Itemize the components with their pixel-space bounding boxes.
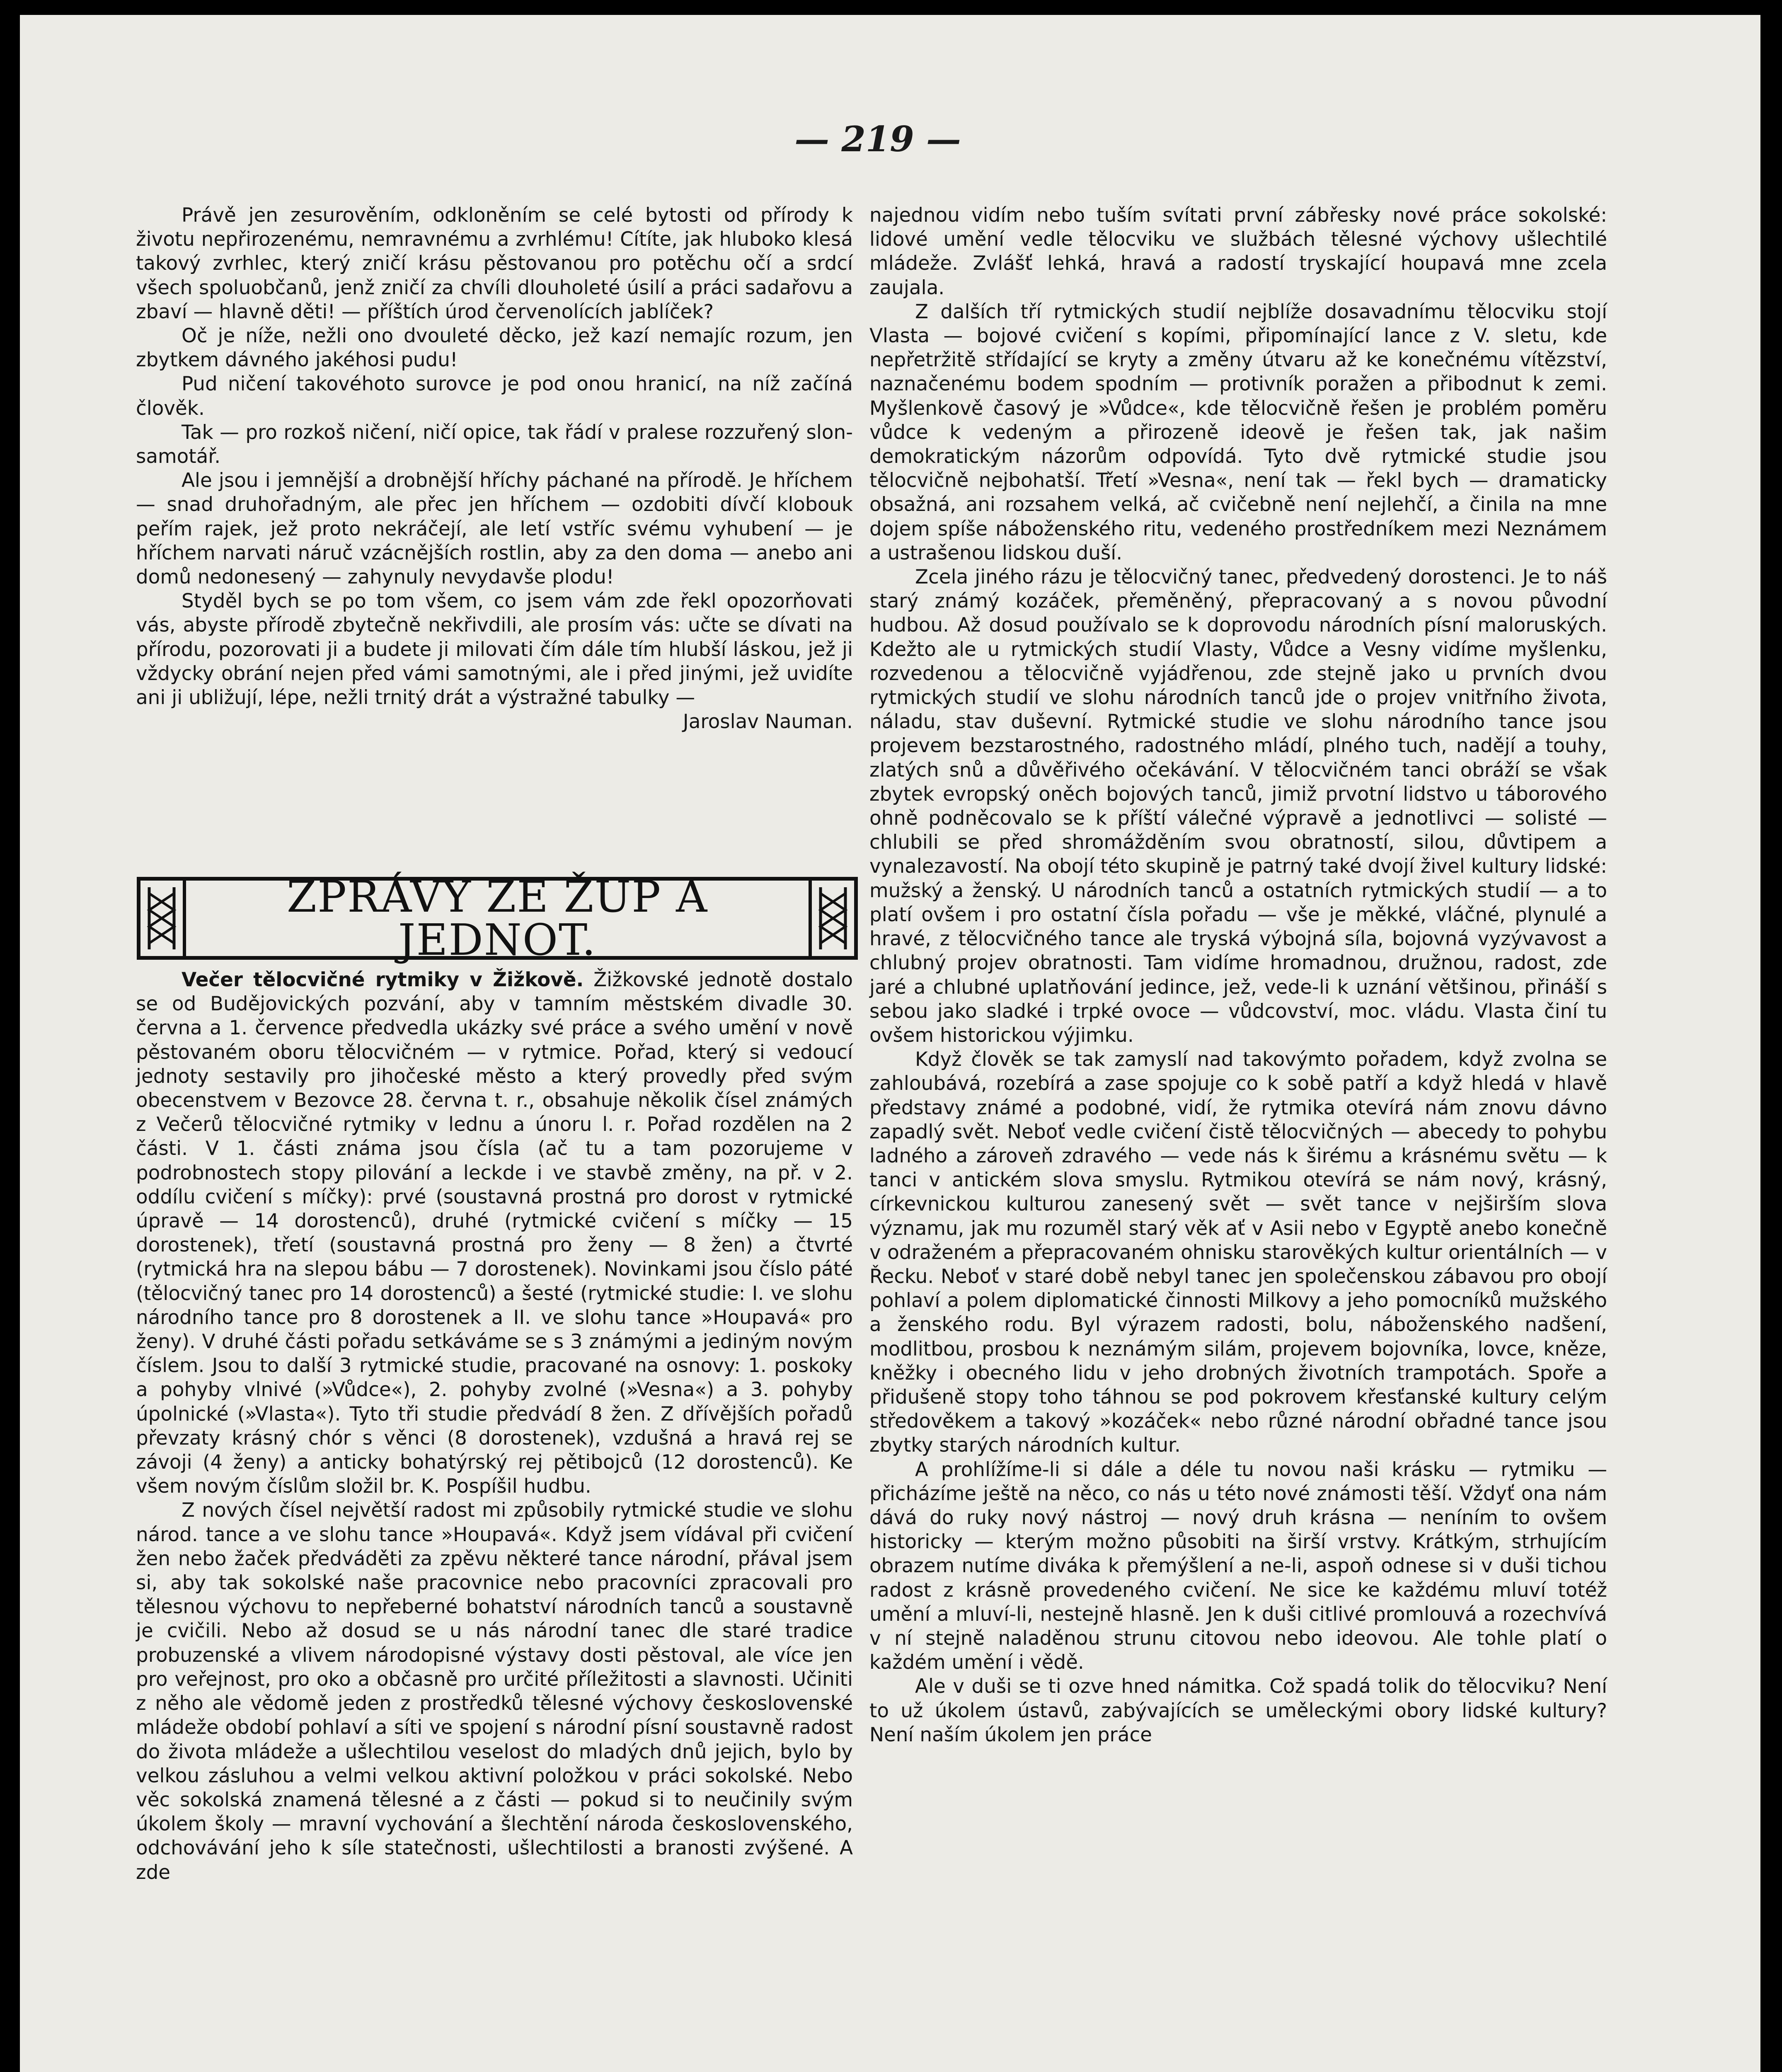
paragraph-text: Žižkovské jednotě dostalo se od Budějovických pozvání, aby v tamním městském divadle 30. června a 1. července předvedla ukázky své práce a svého umění v nově pěstovaném oboru tělocvičném — v rytmice. Pořad, který si vedoucí jednoty sestavily pro jihočeské město a který provedly před svým obecenstvem v Bezovce 28. června t. r., obsahuje několik čísel známých z Večerů tělocvičné rytmiky v lednu a únoru l. r. Pořad rozdělen na 2 části. V 1. části známa jsou čísla (ač tu a tam pozorujeme v podrobnostech stopy pilování a leckde i ve stavbě změny, na př. v 2. oddílu cvičení s míčky): prvé (soustavná prostná pro dorost v rytmické úpravě — 14 dorostenců), druhé (rytmické cvičení s míčky — 15 dorostenek), třetí (soustavná prostná pro ženy — 8 žen) a čtvrté (rytmická hra na slepou bábu — 7 dorostenek). Novinkami jsou číslo páté (tělocvičný tanec pro 14 dorostenců) a šesté (rytmické studie: I. ve slohu národního tance pro 8 dorostenek a II. ve slohu tance »Houpavá« pro ženy). V druhé části pořadu setkáváme se s 3 známými a jediným novým číslem. Jsou to další 3 rytmické studie, pracované na osnovy: 1. poskoky a pohyby vlnivé (»Vůdce«), 2. pohyby zvolné (»Vesna«) a 3. pohyby úpolnické (»Vlasta«). Tyto tři studie předvádí 8 žen. Z dřívějších pořadů převzaty krásný chór s věnci (8 dorostenek), vzdušná a hravá rej se závoji (4 ženy) a anticky bohatýrský rej pětibojců (12 dorostenců). Ke všem novým číslům složil br. K. Pospíšil hudbu.	[136, 969, 853, 1498]
paragraph: Ale jsou i jemnější a drobnější hříchy páchané na přírodě. Je hříchem — snad druhořadným, ale přec jen hříchem — ozdobiti dívčí klobouk peřím rajek, jež proto nekráčejí, ale letí vstříc svému vyhubení — je hříchem narvati náruč vzácnějších rostlin, aby za den doma — anebo ani domů nedonesený — zahynuly nevydavše plodu!	[136, 470, 853, 589]
paragraph: Styděl bych se po tom všem, co jsem vám zde řekl opozorňovati vás, abyste přírodě zbytečně nekřivdili, ale prosím vás: učte se dívati na přírodu, pozorovati ji a budete ji milovati čím dále tím hlubší láskou, jež ji vždycky obrání nejen před vámi samotnými, ale i před jinými, jež uvidíte ani ji ubližují, lépe, nežli trnitý drát a výstražné tabulky —	[136, 590, 853, 709]
paragraph: Z nových čísel největší radost mi způsobily rytmické studie ve slohu národ. tance a ve slohu tance »Houpavá«. Když jsem vídával při cvičení žen nebo žaček předváděti za zpěvu některé tance národní, přával jsem si, aby tak sokolské naše pracovnice nebo pracovníci zpracovali pro tělesnou výchovu to nepřeberné bohatství národních tanců a soustavně je cvičili. Nebo až dosud se u nás národní tanec dle staré tradice probuzenské a vlivem národopisné výstavy dosti pěstoval, ale více jen pro veřejnost, pro oko a občasně pro určité příležitosti a slavnosti. Učiniti z něho ale vědomě jeden z prostředků tělesné výchovy československé mládeže období pohlaví a síti ve spojení s národní písní soustavně radost do života mládeže a ušlechtilou veselost do mladých dnů jejich, bylo by velkou zásluhou a velmi velkou aktivní položkou v práci sokolské. Nebo věc sokolská znamená tělesné a z části — pokud si to neučinily svým úkolem školy — mravní vychování a šlechtění národa československého, odchovávání jeho k síle statečnosti, ušlechtilosti a branosti zvýšené. A zde	[136, 1499, 853, 1884]
ornament-right-icon	[809, 881, 854, 956]
ornament-left-icon	[140, 881, 186, 956]
document-page	[20, 15, 1760, 2072]
ornament-left-graphic	[145, 885, 178, 951]
article-lead: Večer tělocvičné rytmiky v Žižkově.	[182, 969, 584, 991]
author-signature: Jaroslav Nauman.	[683, 711, 853, 733]
paragraph: Pud ničení takovéhoto surovce je pod onou hranicí, na níž začíná člověk.	[136, 373, 853, 420]
section-title: ZPRÁVY ZE ŽUP A JEDNOT.	[286, 871, 708, 965]
article-rhythmics-column	[136, 968, 853, 1885]
article-nature-column	[136, 203, 853, 734]
paragraph: Když člověk se tak zamyslí nad takovýmto pořadem, když zvolna se zahloubává, rozebírá a zase spojuje co k sobě patří a když hledá v hlavě představy známé a podobné, vidí, že rytmika otevírá nám znovu dávno zapadlý svět. Neboť vedle cvičení čistě tělocvičných — abecedy to pohybu ladného a zároveň zdravého — vede nás k širému a krásnému světu — k tanci v antickém slova smyslu. Rytmikou otevírá se nám nový, krásný, církevnickou kulturou zanesený svět — svět tance v nejširším slova významu, jak mu rozuměl starý věk ať v Asii nebo v Egyptě anebo konečně v odraženém a přepracovaném ohnisku starověkých kultur orientálních — v Řecku. Neboť v staré době nebyl tanec jen společenskou zábavou pro obojí pohlaví a polem diplomatické činnosti Milkovy a jeho pomocníků mužského a ženského rodu. Byl výrazem radosti, bolu, náboženského nadšení, modlitbou, prosbou k neznámým silám, projevem bojovníka, lovce, kněze, kněžky i obecného lidu v jeho drobných životních trampotách. Spoře a přidušeně stopy toho táhnou se pod pokrovem křesťanské kultury celým středověkem a takový »kozáček« nebo různé národní obřadné tance jsou zbytky starých národních kultur.	[869, 1048, 1607, 1457]
page-number: — 219 —	[794, 119, 961, 160]
paragraph: najednou vidím nebo tuším svítati první zábřesky nové práce sokolské: lidové umění vedle tělocviku ve službách tělesné výchovy ušlechtilé mládeže. Zvlášť lehká, hravá a radostí tryskající houpavá mne zcela zaujala.	[869, 204, 1607, 299]
ornament-right-graphic	[816, 885, 850, 951]
article-continuation-column	[869, 203, 1607, 1747]
paragraph: Tak — pro rozkoš ničení, ničí opice, tak řádí v pralese rozzuřený slon-samotář.	[136, 421, 853, 468]
paragraph: Oč je níže, nežli ono dvouleté děcko, jež kazí nemajíc rozum, jen zbytkem dávného jakéhosi pudu!	[136, 325, 853, 372]
paragraph-with-lead	[136, 968, 853, 1498]
paragraph: A prohlížíme-li si dále a déle tu novou naši krásku — rytmiku — přicházíme ještě na něco, co nás u této nové známosti těší. Vždyť ona nám dává do ruky nový nástroj — nový druh krásna — neníním to ovšem historicky — kterým možno působiti na širší vrstvy. Krátkým, strhujícím obrazem nutíme diváka k přemýšlení a ne-li, aspoň odnese si v duši tichou radost z krásně provedeného cvičení. Ne sice ke každému mluví totéž umění a mluví-li, nestejně hlasně. Jen k duši citlivé promlouvá a rozechvívá v ní stejně naladěnou strunu citovou nebo ideovou. Ale tohle platí o každém umění i vědě.	[869, 1458, 1607, 1674]
paragraph: Z dalších tří rytmických studií nejblíže dosavadnímu tělocviku stojí Vlasta — bojové cvičení s kopími, připomínající lance z V. sletu, kde nepřetržitě střídající se kryty a změny útvaru až ke konečnému vítězství, naznačenému bodem spodním — protivník poražen a přibodnut k zemi. Myšlenkově časový je »Vůdce«, kde tělocvičně řešen je problém poměru vůdce k vedeným a přirozeně ideově je řešen tak, jak našim demokratickým názorům odpovídá. Tyto dvě rytmické studie jsou tělocvičně nejbohatší. Třetí »Vesna«, není tak — řekl bych — dramaticky obsažná, ani rozsahem velká, ač cvičebně není nejlehčí, a činila na mne dojem spíše náboženského ritu, vedeného prostředníkem mezi Neznámem a ustrašenou lidskou duší.	[869, 300, 1607, 564]
paragraph: Ale v duši se ti ozve hned námitka. Což spadá tolik do tělocviku? Není to už úkolem ústavů, zabývajících se uměleckými obory lidské kultury? Není naším úkolem jen práce	[869, 1675, 1607, 1746]
paragraph: Zcela jiného rázu je tělocvičný tanec, předvedený dorostenci. Je to náš starý známý kozáček, přeměněný, přepracovaný a s novou původní hudbou. Až dosud používalo se k doprovodu národních písní maloruských. Kdežto ale u rytmických studií Vlasty, Vůdce a Vesny vidíme myšlenku, rozvedenou a tělocvičně vyjádřenou, zde stejně jako u prvních dvou rytmických studií ve slohu národních tanců jde o projev vnitřního života, náladu, stav duševní. Rytmické studie ve slohu národního tance jsou projevem bezstarostného, radostného mládí, plného tuch, nadějí a touhy, zlatých snů a důvěřivého očekávání. V tělocvičném tanci obráží se však zbytek evropský oněch bojových tanců, jimiž prvotní lidstvo u táborového ohně podněcovalo se k příští válečné výpravě a jednotlivci — solisté — chlubili se před shromážděním svou obratností, silou, důvtipem a vynalezavostí. Na obojí této skupině je patrný také dvojí živel kultury lidské: mužský a ženský. U národních tanců a ostatních rytmických studií — a to platí ovšem i pro ostatní čísla pořadu — vše je měkké, vláčné, plynulé a hravé, z tělocvičného tance ale tryská výbojná síla, bojovná vyzývavost a chlubný projev obratnosti. Tam vidíme hromadnou, družnou, radost, zde jaré a chlubné uplatňování jedince, jež, vede-li k uznání většinou, přináší s sebou jako sladké i trpké ovoce — vůdcovství, moc. vládu. Vlasta činí tu ovšem historickou výjimku.	[869, 566, 1607, 1047]
paragraph: Právě jen zesurověním, odkloněním se celé bytosti od přírody k životu nepřirozenému, nemravnému a zvrhlému! Cítíte, jak hluboko klesá takový zvrhlec, který zničí krásu pěstovanou pro potěchu očí a srdcí všech spoluobčanů, jenž zničí za chvíli dlouholeté úsilí a práci sadařovu a zbaví — hlavně děti! — příštích úrod červenolících jablíček?	[136, 204, 853, 323]
section-header-box	[137, 871, 858, 965]
